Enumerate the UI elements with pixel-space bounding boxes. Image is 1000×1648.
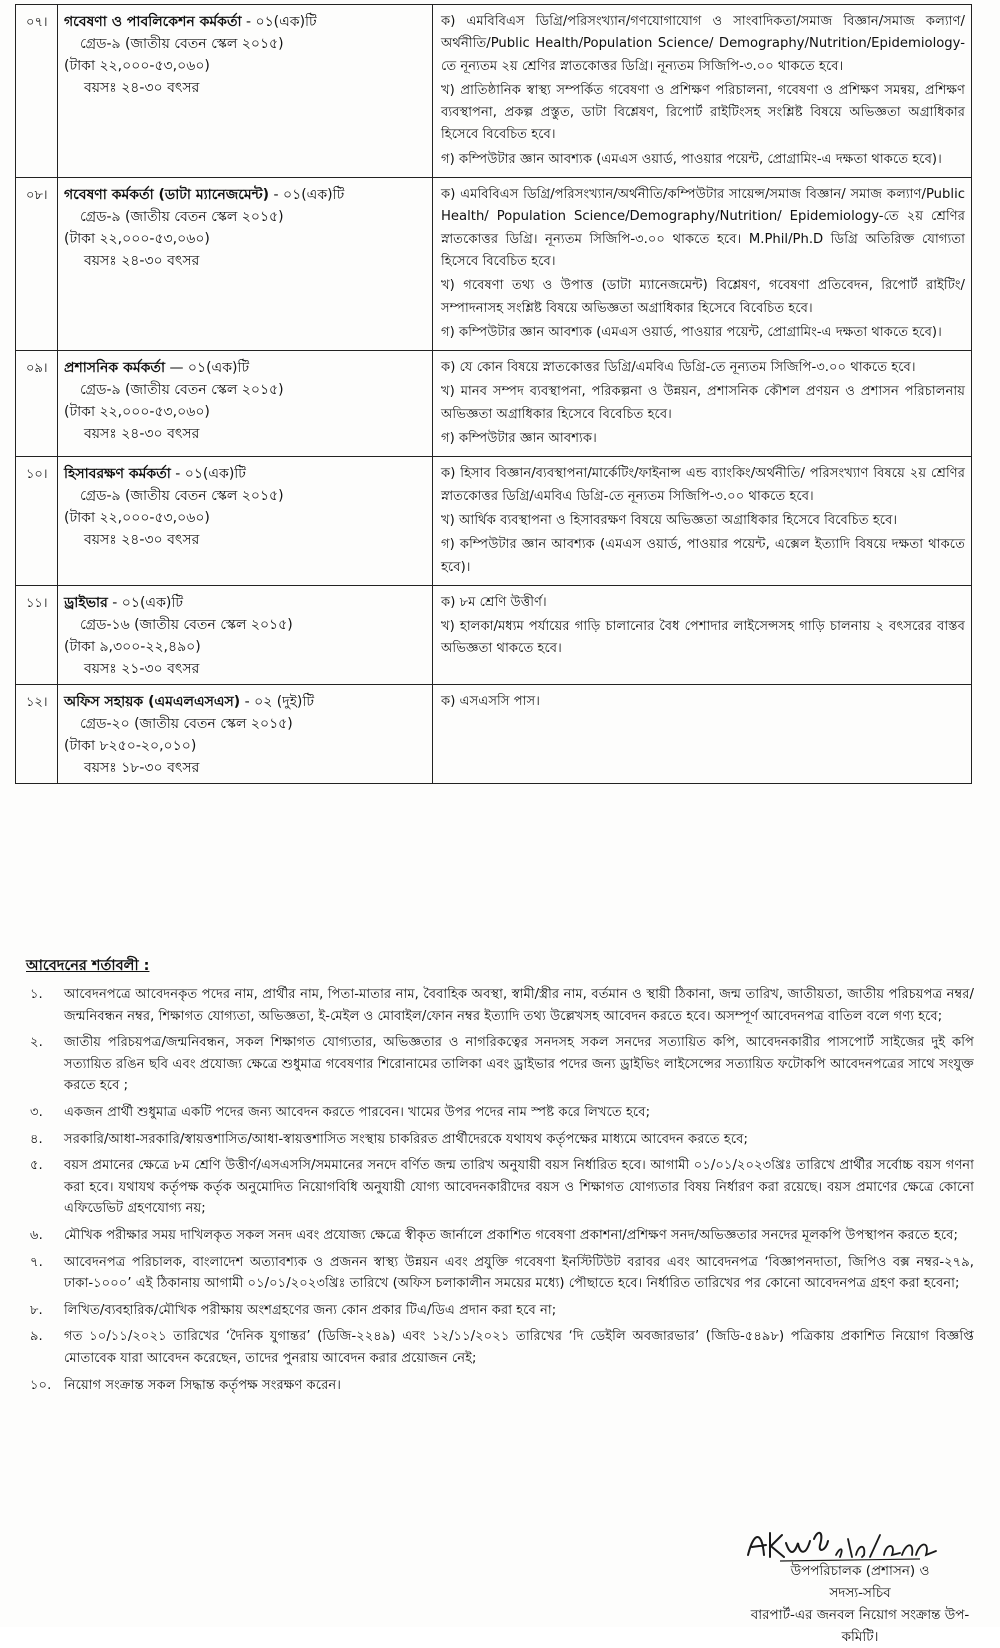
condition-number: ৩. — [30, 1104, 43, 1120]
serial-number: ১১। — [16, 585, 58, 684]
requirement-item: ক) এমবিবিএস ডিগ্রি/পরিসংখ্যান/গণযোগাযোগ ও সাংবাদিকতা/সমাজ বিজ্ঞান/সমাজ কল্যাণ/অর্থনীতি/Public Health/Population Science/ Demography/Nutrition/Epidemiology-তে নূন্যতম ২য় শ্রেণির স্নাতকোত্তর ডিগ্রি। নূন্যতম সিজিপি-৩.০০ থাকতে হবে। — [441, 14, 965, 74]
condition-number: ২. — [30, 1035, 43, 1051]
post-title-line — [64, 357, 426, 379]
requirements — [433, 351, 972, 457]
post-details — [58, 5, 433, 178]
requirements — [433, 457, 972, 585]
post-pay-scale: (টাকা ২২,০০০-৫৩,০৬০) — [64, 231, 210, 248]
requirement-item: খ) মানব সম্পদ ব্যবস্থাপনা, পরিকল্পনা ও উন্নয়ন, প্রশাসনিক কৌশল প্রণয়ন ও প্রশাসন পরিচালনায় অভিজ্ঞতা অগ্রাধিকার হিসেবে বিবেচিত হবে। — [441, 384, 965, 422]
condition-text: আবেদনপত্রে আবেদনকৃত পদের নাম, প্রার্থীর নাম, পিতা-মাতার নাম, বৈবাহিক অবস্থা, স্বামী/স্ত্রীর নাম, বর্তমান ও স্থায়ী ঠিকানা, জন্ম তারিখ, জাতীয়তা, জাতীয় পরিচয়পত্র নম্বর/জন্মনিবন্ধন নম্বর, শিক্ষাগত যোগ্যতা, অভিজ্ঞতা, ই-মেইল ও মোবাইল/ফোন নম্বর ইত্যাদি তথ্য উল্লেখসহ আবেদন করতে হবে। অসম্পূর্ণ আবেদনপত্র বাতিল বলে গণ্য হবে; — [64, 987, 974, 1024]
post-title-line — [64, 184, 426, 206]
post-title-line — [64, 691, 426, 713]
condition-number: ১০. — [30, 1377, 52, 1393]
requirement-item: খ) আর্থিক ব্যবস্থাপনা ও হিসাবরক্ষণ বিষয়ে অভিজ্ঞতা অগ্রাধিকার হিসেবে বিবেচিত হবে। — [441, 512, 898, 528]
post-grade: গ্রেড-৯ (জাতীয় বেতন স্কেল ২০১৫) — [80, 209, 284, 226]
requirements — [433, 178, 972, 351]
signatory-designation: উপপরিচালক (প্রশাসন) ও — [790, 1563, 930, 1579]
requirements — [433, 684, 972, 783]
requirement-item: খ) প্রাতিষ্ঠানিক স্বাস্থ্য সম্পর্কিত গবেষণা ও প্রশিক্ষণ পরিচালনা, গবেষণা ও প্রশিক্ষণ সমন্বয়, প্রশিক্ষণ ব্যবস্থাপনা, প্রকল্প প্রস্তুত, ডাটা বিশ্লেষণ, রিপোর্ট রাইটিংসহ সংশ্লিষ্ট বিষয়ে অভিজ্ঞতা অগ্রাধিকার হিসেবে বিবেচিত হবে। — [441, 82, 965, 143]
post-age-limit: বয়সঃ ১৮-৩০ বৎসর — [84, 759, 200, 776]
condition-text: একজন প্রার্থী শুধুমাত্র একটি পদের জন্য আবেদন করতে পারবেন। খামের উপর পদের নাম স্পষ্ট করে লিখতে হবে; — [64, 1104, 651, 1120]
condition-text: সরকারি/আধা-সরকারি/স্বায়ত্তশাসিত/আধা-স্বায়ত্তশাসিত সংস্থায় চাকরিরত প্রার্থীদেরকে যথাযথ কর্তৃপক্ষের মাধ্যমে আবেদন করতে হবে; — [64, 1131, 748, 1147]
serial-number: ০৯। — [16, 351, 58, 457]
condition-text: আবেদনপত্র পরিচালক, বাংলাদেশ অত্যাবশ্যক ও প্রজনন স্বাস্থ্য উন্নয়ন এবং প্রযুক্তি গবেষণা ইনস্টিটিউট বরাবর এবং আবেদনপত্র ‘বিজ্ঞাপনদাতা, জিপিও বক্স নম্বর-২৭৯, ঢাকা-১০০০’ এই ঠিকানায় আগামী ০১/০১/২০২৩খ্রিঃ তারিখে (অফিস চলাকালীন সময়ের মধ্যে) পৌছাতে হবে। নির্ধারিত তারিখের পর কোনো আবেদনপত্র গ্রহণ করা হবেনা; — [64, 1254, 974, 1292]
post-grade: গ্রেড-২০ (জাতীয় বেতন স্কেল ২০১৫) — [80, 715, 293, 732]
requirement-item: খ) হালকা/মধ্যম পর্যায়ের গাড়ি চালানোর বৈধ পেশাদার লাইসেন্সসহ গাড়ি চালনায় ২ বৎসরের বাস্তব অভিজ্ঞতা থাকতে হবে। — [441, 619, 965, 657]
requirement-item: গ) কম্পিউটার জ্ঞান আবশ্যক (এমএস ওয়ার্ড, পাওয়ার পয়েন্ট, এক্সেল ইত্যাদি বিষয়ে দক্ষতা থাকতে হবে)। — [441, 537, 965, 575]
condition-number: ৬. — [30, 1227, 43, 1243]
post-count: - ০১(এক)টি — [241, 14, 317, 30]
job-row — [16, 684, 972, 783]
post-age-limit: বয়সঃ ২৪-৩০ বৎসর — [84, 80, 200, 96]
condition-item — [24, 1326, 974, 1369]
post-count: — ০১(এক)টি — [165, 360, 250, 377]
post-count: - ০১(এক)টি — [107, 594, 183, 611]
post-title: হিসাবরক্ষণ কর্মকর্তা — [64, 466, 171, 483]
condition-number: ৭. — [30, 1254, 43, 1270]
condition-item — [24, 984, 974, 1027]
requirement-item: গ) কম্পিউটার জ্ঞান আবশ্যক। — [441, 431, 597, 447]
post-details — [58, 351, 433, 457]
condition-item — [24, 1155, 974, 1220]
requirement-item: গ) কম্পিউটার জ্ঞান আবশ্যক (এমএস ওয়ার্ড, পাওয়ার পয়েন্ট, প্রোগ্রামিং-এ দক্ষতা থাকতে হবে)। — [441, 324, 942, 340]
post-pay-scale: (টাকা ২২,০০০-৫৩,০৬০) — [64, 404, 210, 421]
condition-text: লিখিত/ব্যবহারিক/মৌখিক পরীক্ষায় অংশগ্রহণের জন্য কোন প্রকার টিএ/ডিএ প্রদান করা হবে না; — [64, 1302, 557, 1318]
condition-text: গত ১০/১১/২০২১ তারিখের ‘দৈনিক যুগান্তর’ (ডিজি-২২৪৯) এবং ১২/১১/২০২১ তারিখের ‘দি ডেইলি অবজারভার’ (জিডি-৫৪৯৮) পত্রিকায় প্রকাশিত নিয়োগ বিজ্ঞপ্তি মোতাবেক যারা আবেদন করেছেন, তাদের পুনরায় আবেদন করার প্রয়োজন নেই; — [64, 1329, 974, 1366]
requirement-item: ক) হিসাব বিজ্ঞান/ব্যবস্থাপনা/মার্কেটিং/ফাইনান্স এন্ড ব্যাংকিং/অর্থনীতি/ পরিসংখ্যাণ বিষয়ে ২য় শ্রেণির স্নাতকোত্তর ডিগ্রি/এমবিএ ডিগ্রি-তে নূন্যতম সিজিপি-৩.০০ থাকতে হবে। — [441, 466, 965, 504]
handwritten-signature — [740, 1525, 940, 1565]
serial-number: ০৮। — [16, 178, 58, 351]
requirement-item: ক) ৮ম শ্রেণি উত্তীর্ণ। — [441, 594, 547, 610]
post-title: গবেষণা কর্মকর্তা (ডাটা ম্যানেজমেন্ট) — [64, 187, 270, 204]
job-row — [16, 351, 972, 457]
post-title: গবেষণা ও পাবলিকেশন কর্মকর্তা — [64, 14, 242, 30]
post-title-line — [64, 11, 426, 33]
post-title-line — [64, 463, 426, 485]
condition-item — [24, 1225, 974, 1247]
post-title: ড্রাইভার — [64, 594, 108, 611]
post-age-limit: বয়সঃ ২১-৩০ বৎসর — [84, 660, 200, 677]
post-age-limit: বয়সঃ ২৪-৩০ বৎসর — [84, 426, 200, 443]
post-pay-scale: (টাকা ২২,০০০-৫৩,০৬০) — [64, 58, 210, 74]
job-row — [16, 457, 972, 585]
requirement-item: গ) কম্পিউটার জ্ঞান আবশ্যক (এমএস ওয়ার্ড, পাওয়ার পয়েন্ট, প্রোগ্রামিং-এ দক্ষতা থাকতে হবে)। — [441, 151, 942, 167]
condition-item — [24, 1375, 974, 1397]
post-grade: গ্রেড-৯ (জাতীয় বেতন স্কেল ২০১৫) — [80, 488, 284, 505]
post-details — [58, 457, 433, 585]
signatory-committee: বারপার্ট-এর জনবল নিয়োগ সংক্রান্ত উপ-কমিটি। — [750, 1607, 970, 1645]
condition-item — [24, 1032, 974, 1097]
condition-number: ১. — [30, 987, 43, 1002]
requirement-item: খ) গবেষণা তথ্য ও উপাত্ত (ডাটা ম্যানেজমেন্ট) বিশ্লেষণ, গবেষণা প্রতিবেদন, রিপোর্ট রাইটিং/সম্পাদনাসহ সংশ্লিষ্ট বিষয়ে অভিজ্ঞতা অগ্রাধিকার হিসেবে বিবেচিত হবে। — [441, 278, 965, 316]
condition-number: ৯. — [30, 1329, 43, 1345]
job-table — [15, 4, 972, 784]
requirements — [433, 585, 972, 684]
condition-item — [24, 1129, 974, 1151]
job-row — [16, 5, 972, 178]
conditions-heading: আবেদনের শর্তাবলী : — [26, 958, 150, 974]
post-count: - ০১(এক)টি — [269, 187, 345, 204]
post-pay-scale: (টাকা ২২,০০০-৫৩,০৬০) — [64, 510, 210, 527]
signatory-block — [745, 1560, 975, 1648]
post-pay-scale: (টাকা ৮২৫০-২০,০১০) — [64, 737, 197, 754]
requirement-item: ক) এসএসসি পাস। — [441, 693, 540, 709]
post-title-line — [64, 592, 426, 614]
serial-number: ১২। — [16, 684, 58, 783]
conditions-list — [24, 984, 974, 1401]
condition-text: বয়স প্রমানের ক্ষেত্রে ৮ম শ্রেণি উত্তীর্ণ/এসএসসি/সমমানের সনদে বর্ণিত জন্ম তারিখ অনুযায়ী বয়স নির্ধারিত হবে। আগামী ০১/০১/২০২৩খ্রিঃ তারিখে প্রার্থীর সর্বোচ্চ বয়স গণনা করা হবে। যথাযথ কর্তৃপক্ষ কর্তৃক অনুমোদিত নিয়োগবিধি অনুযায়ী যোগ্য আবেদনকারীদের বয়স ও শিক্ষাগত যোগ্যতার বিষয় নির্ধারণ করা রয়েছে। বয়স প্রমাণের ক্ষেত্রে কোনো এফিডেভিট গ্রহণযোগ্য নয়; — [64, 1158, 974, 1217]
post-grade: গ্রেড-৯ (জাতীয় বেতন স্কেল ২০১৫) — [80, 36, 284, 52]
condition-text: মৌখিক পরীক্ষার সময় দাখিলকৃত সকল সনদ এবং প্রযোজ্য ক্ষেত্রে স্বীকৃত জার্নালে প্রকাশিত গবেষণা প্রকাশনা/প্রশিক্ষণ সনদ/অভিজ্ঞতার সনদের মূলকপি উপস্থাপন করতে হবে; — [64, 1227, 958, 1243]
post-details — [58, 585, 433, 684]
post-age-limit: বয়সঃ ২৪-৩০ বৎসর — [84, 253, 200, 270]
post-title: প্রশাসনিক কর্মকর্তা — [64, 360, 165, 377]
requirement-item: ক) যে কোন বিষয়ে স্নাতকোত্তর ডিগ্রি/এমবিএ ডিগ্রি-তে নূন্যতম সিজিপি-৩.০০ থাকতে হবে। — [441, 360, 916, 376]
post-details — [58, 178, 433, 351]
post-grade: গ্রেড-৯ (জাতীয় বেতন স্কেল ২০১৫) — [80, 382, 284, 399]
serial-number: ১০। — [16, 457, 58, 585]
signatory-role: সদস্য-সচিব — [829, 1585, 891, 1601]
serial-number: ০৭। — [16, 5, 58, 178]
condition-item — [24, 1300, 974, 1322]
condition-text: জাতীয় পরিচয়পত্র/জন্মনিবন্ধন, সকল শিক্ষাগত যোগ্যতার, অভিজ্ঞতার ও নাগরিকত্বের সনদসহ সকল সনদের সত্যায়িত কপি, আবেদনকারীর পাসপোর্ট সাইজের দুই কপি সত্যায়িত রঙিন ছবি এবং প্রযোজ্য ক্ষেত্রে শুধুমাত্র গবেষণার শিরোনামের তালিকা এবং ড্রাইভার পদের জন্য ড্রাইভিং লাইসেন্সের সত্যায়িত ফটোকপি আবেদনপত্রের সাথে সংযুক্ত করতে হবে ; — [64, 1035, 974, 1094]
post-pay-scale: (টাকা ৯,৩০০-২২,৪৯০) — [64, 638, 201, 655]
job-row — [16, 585, 972, 684]
post-count: - ০২ (দুই)টি — [240, 693, 314, 710]
post-details — [58, 684, 433, 783]
condition-item — [24, 1102, 974, 1124]
requirements — [433, 5, 972, 178]
job-row — [16, 178, 972, 351]
post-grade: গ্রেড-১৬ (জাতীয় বেতন স্কেল ২০১৫) — [80, 616, 293, 633]
post-count: - ০১(এক)টি — [170, 466, 246, 483]
condition-item — [24, 1252, 974, 1295]
condition-number: ৮. — [30, 1302, 43, 1318]
requirement-item: ক) এমবিবিএস ডিগ্রি/পরিসংখ্যান/অর্থনীতি/কম্পিউটার সায়েন্স/সমাজ বিজ্ঞান/ সমাজ কল্যাণ/Public Health/ Population Science/Demography/Nutrition/ Epidemiology-তে ২য় শ্রেণির স্নাতকোত্তর ডিগ্রি। নূন্যতম সিজিপি-৩.০০ থাকতে হবে। M.Phil/Ph.D ডিগ্রি অতিরিক্ত যোগ্যতা হিসেবে বিবেচিত হবে। — [441, 187, 965, 269]
condition-text: নিয়োগ সংক্রান্ত সকল সিদ্ধান্ত কর্তৃপক্ষ সংরক্ষণ করেন। — [64, 1377, 341, 1393]
post-title: অফিস সহায়ক (এমএলএসএস) — [64, 693, 241, 710]
condition-number: ৪. — [30, 1131, 43, 1147]
post-age-limit: বয়সঃ ২৪-৩০ বৎসর — [84, 532, 200, 549]
condition-number: ৫. — [30, 1158, 43, 1174]
